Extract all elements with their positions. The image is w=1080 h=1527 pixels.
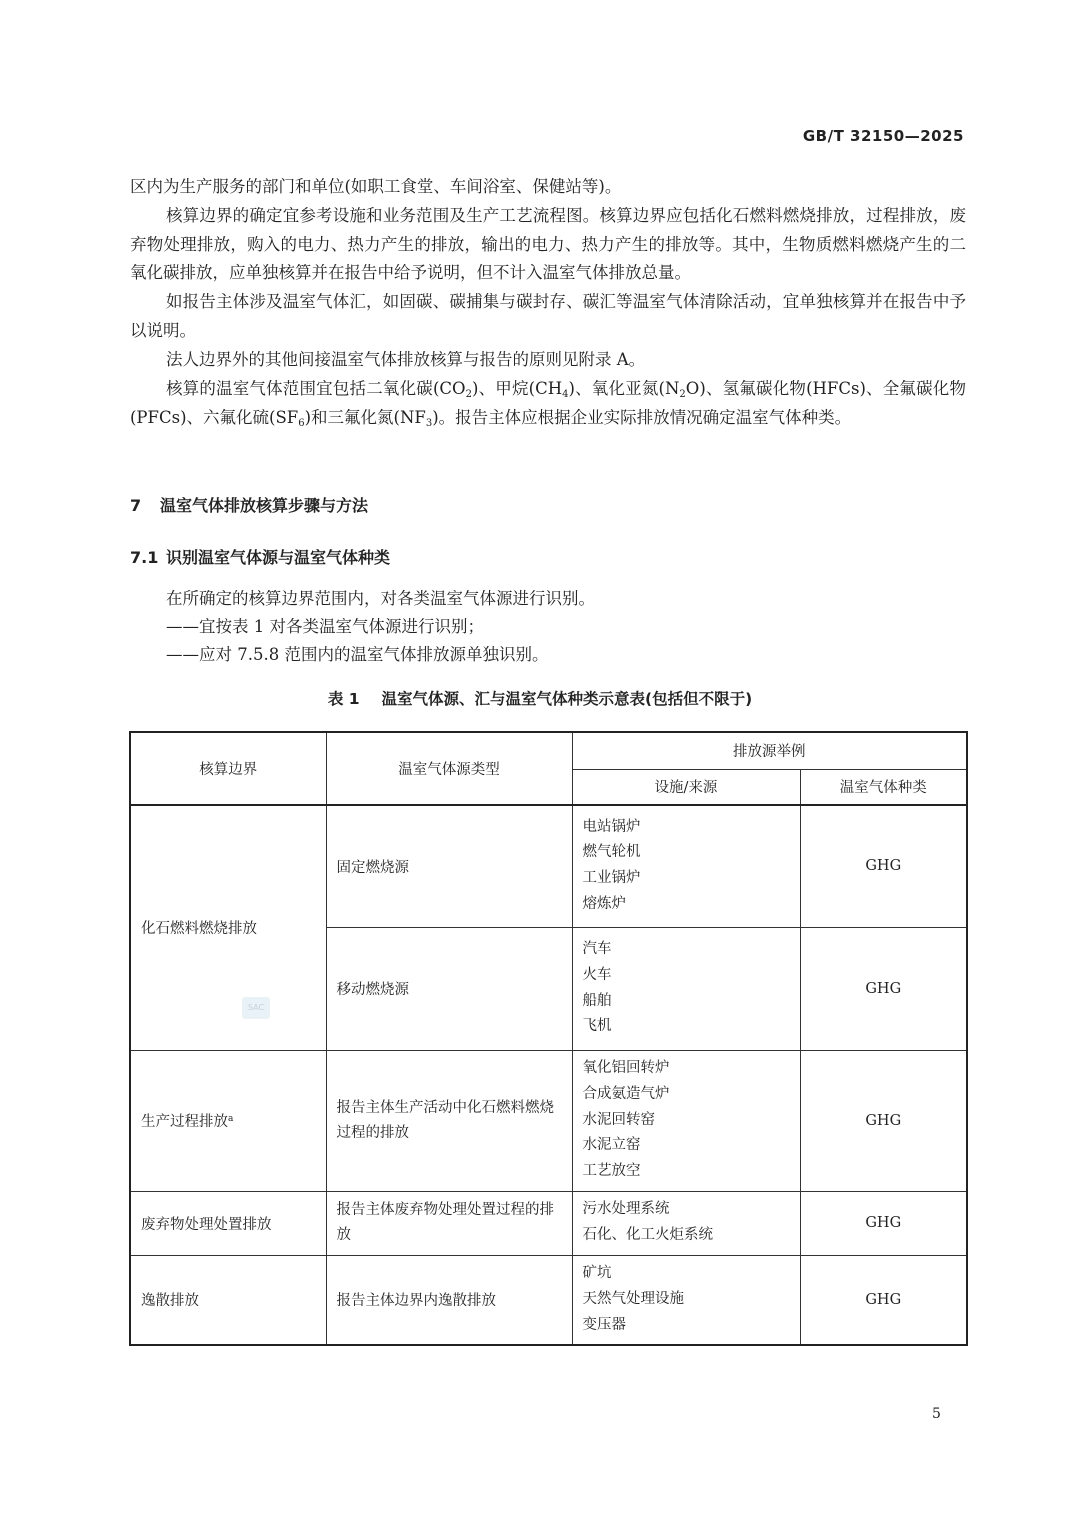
cell-boundary-fossil: 化石燃料燃烧排放	[130, 805, 326, 1050]
paragraph-ghg-sink: 如报告主体涉及温室气体汇，如固碳、碳捕集与碳封存、碳汇等温室气体清除活动，宜单独核算并在报告中予以说明。	[130, 292, 966, 340]
cell-facilities-fugitive: 矿坑 天然气处理设施 变压器	[572, 1255, 800, 1345]
standard-number: GB/T 32150—2025	[802, 127, 964, 145]
cell-type-stationary: 固定燃烧源	[326, 805, 572, 927]
table-row	[130, 1050, 967, 1191]
header-gas-type: 温室气体种类	[800, 769, 967, 805]
section-7-1-intro: 在所确定的核算边界范围内，对各类温室气体源进行识别。	[166, 589, 595, 608]
cell-gas-mobile: GHG	[800, 927, 967, 1050]
cell-facilities-mobile: 汽车 火车 船舶 飞机	[572, 927, 800, 1050]
cell-type-mobile: 移动燃烧源	[326, 927, 572, 1050]
cell-boundary-process: 生产过程排放$^a$	[130, 1050, 326, 1191]
sac-watermark: SAC	[242, 997, 270, 1019]
table-caption-title: 温室气体源、汇与温室气体种类示意表(包括但不限于)	[381, 690, 753, 708]
header-facility: 设施/来源	[572, 769, 800, 805]
header-examples: 排放源举例	[572, 732, 967, 769]
cell-gas-fugitive: GHG	[800, 1255, 967, 1345]
table-row	[130, 805, 967, 927]
paragraph-ghg-range: 核算的温室气体范围宜包括二氧化碳$(CO_2)$、甲烷$(CH_4)$、氧化亚氮$(N_2O)$、氢氟碳化物(HFCs)、全氟碳化物(PFCs)、六氟化硫$(SF_6)$和三氟化氮$(NF_3)$。报告主体应根据企业实际排放情况确定温室气体种类。	[130, 379, 966, 429]
table-caption	[0, 687, 1080, 709]
list-item-1: ——宜按表 1 对各类温室气体源进行识别；	[166, 617, 484, 636]
section-7-1-heading	[130, 545, 390, 568]
cell-type-process: 报告主体生产活动中化石燃料燃烧过程的排放	[326, 1050, 572, 1191]
paragraph-boundary-scope: 核算边界的确定宜参考设施和业务范围及生产工艺流程图。核算边界应包括化石燃料燃烧排放，过程排放，废弃物处理排放，购入的电力、热力产生的排放，输出的电力、热力产生的排放等。其中，生物质燃料燃烧产生的二氧化碳排放，应单独核算并在报告中给予说明，但不计入温室气体排放总量。	[130, 206, 966, 282]
page-number: 5	[932, 1406, 941, 1422]
cell-boundary-fugitive: 逸散排放	[130, 1255, 326, 1345]
cell-facilities-waste: 污水处理系统 石化、化工火炬系统	[572, 1191, 800, 1255]
cell-facilities-process: 氧化铝回转炉 合成氨造气炉 水泥回转窑 水泥立窑 工艺放空	[572, 1050, 800, 1191]
table-row	[130, 1255, 967, 1345]
cell-type-fugitive: 报告主体边界内逸散排放	[326, 1255, 572, 1345]
section-7-title: 温室气体排放核算步骤与方法	[160, 496, 369, 515]
cell-facilities-stationary: 电站锅炉 燃气轮机 工业锅炉 熔炼炉	[572, 805, 800, 927]
section-7-1-number: 7.1	[130, 548, 159, 567]
header-source-type: 温室气体源类型	[326, 732, 572, 805]
table-caption-number: 表 1	[327, 690, 360, 708]
header-boundary: 核算边界	[130, 732, 326, 805]
cell-gas-stationary: GHG	[800, 805, 967, 927]
section-7-1-title: 识别温室气体源与温室气体种类	[166, 548, 391, 567]
paragraph-indirect-emissions: 法人边界外的其他间接温室气体排放核算与报告的原则见附录 A。	[166, 350, 646, 369]
footnote-marker: a	[228, 1114, 234, 1124]
section-7-number: 7	[130, 496, 142, 515]
ghg-source-table	[129, 731, 968, 1346]
cell-boundary-waste: 废弃物处理处置排放	[130, 1191, 326, 1255]
cell-gas-waste: GHG	[800, 1191, 967, 1255]
cell-gas-process: GHG	[800, 1050, 967, 1191]
table-row	[130, 1191, 967, 1255]
section-7-heading	[130, 493, 368, 516]
paragraph-continuation: 区内为生产服务的部门和单位(如职工食堂、车间浴室、保健站等)。	[130, 177, 622, 196]
cell-type-waste: 报告主体废弃物处理处置过程的排放	[326, 1191, 572, 1255]
list-item-2: ——应对 7.5.8 范围内的温室气体排放源单独识别。	[166, 645, 549, 664]
